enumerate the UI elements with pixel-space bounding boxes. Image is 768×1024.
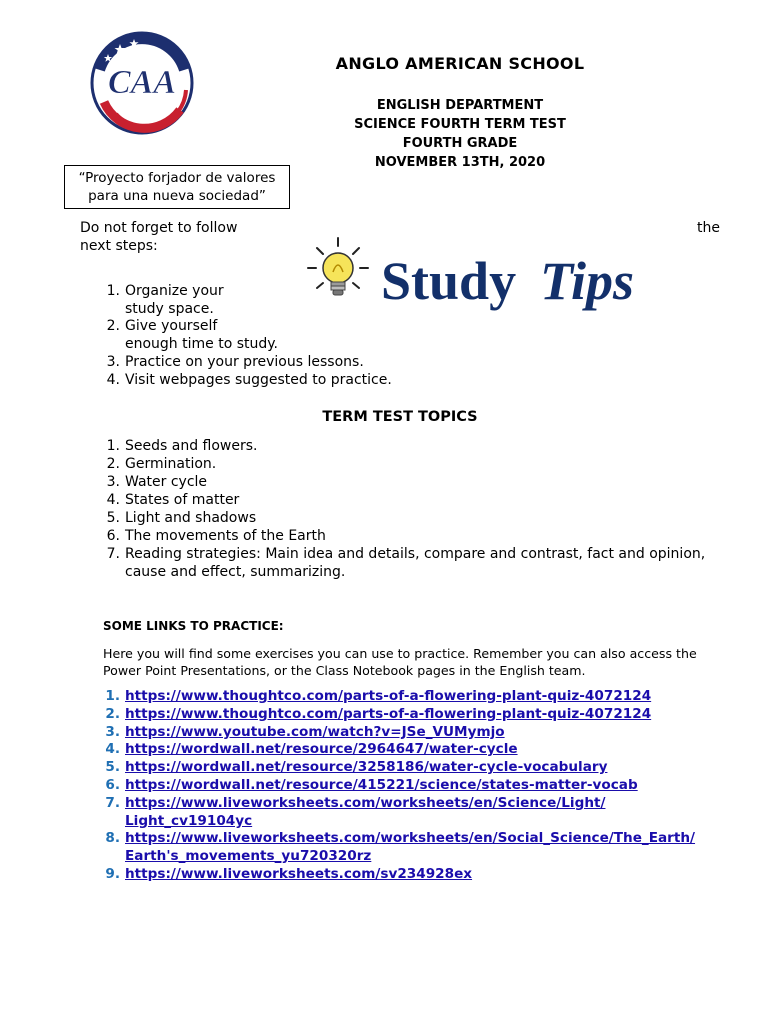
link-item-number: 8. — [105, 830, 120, 847]
link-item[interactable] — [80, 759, 760, 777]
link-item[interactable] — [80, 688, 760, 706]
topic-item-line: Reading strategies: Main idea and details, compare and contrast, fact and opinion, — [125, 546, 706, 562]
step-item-line: study space. — [125, 300, 214, 317]
school-name: ANGLO AMERICAN SCHOOL — [335, 54, 585, 73]
link-item[interactable] — [80, 706, 760, 724]
topic-item-number: 1. — [106, 438, 120, 454]
intro-right: the — [697, 220, 720, 236]
topic-item — [80, 437, 720, 455]
practice-link[interactable] — [125, 706, 651, 722]
topic-item-line: Light and shadows — [125, 510, 257, 526]
step-item-line: enough time to study. — [125, 336, 279, 353]
link-item[interactable] — [80, 866, 760, 884]
topic-item-number: 4. — [106, 492, 120, 508]
link-item-line: Light_cv19104yc — [125, 812, 253, 829]
topic-item-text — [125, 438, 257, 454]
practice-link[interactable] — [125, 795, 605, 829]
link-item-line: https://www.liveworksheets.com/worksheets/en/Social_Science/The_Earth/ — [125, 830, 696, 847]
step-item — [80, 318, 420, 353]
topics-list — [80, 437, 720, 581]
link-item-line: https://www.liveworksheets.com/sv234928ex — [125, 865, 473, 882]
link-item-line: https://wordwall.net/resource/3258186/water-cycle-vocabulary — [125, 759, 608, 776]
topic-item-text — [125, 528, 326, 544]
topic-item — [80, 545, 720, 581]
step-item — [80, 354, 420, 372]
topic-item — [80, 491, 720, 509]
link-item[interactable] — [80, 830, 760, 866]
step-item-number: 1. — [106, 283, 120, 299]
step-item-line: Visit webpages suggested to practice. — [125, 371, 392, 388]
link-item-line: https://wordwall.net/resource/415221/science/states-matter-vocab — [125, 776, 638, 793]
motto-line: para una nueva sociedad” — [88, 188, 266, 204]
links-intro — [103, 645, 703, 679]
step-item-line: Practice on your previous lessons. — [125, 353, 364, 370]
step-item-text — [125, 283, 224, 317]
motto-box — [64, 165, 290, 209]
link-item-number: 6. — [105, 776, 120, 793]
step-item — [80, 283, 420, 318]
link-item-number: 3. — [105, 723, 120, 740]
topic-item-text — [125, 510, 256, 526]
motto-line: “Proyecto forjador de valores — [78, 170, 276, 186]
topic-item-text — [125, 474, 207, 490]
intro-line — [80, 219, 720, 237]
link-item[interactable] — [80, 777, 760, 795]
links-list — [80, 688, 760, 884]
step-item-line: Give yourself — [125, 318, 218, 335]
steps-list — [80, 283, 420, 389]
practice-link[interactable] — [125, 741, 518, 757]
link-item[interactable] — [80, 741, 760, 759]
link-item[interactable] — [80, 724, 760, 742]
link-item-number: 7. — [105, 794, 120, 811]
topic-item-number: 2. — [106, 456, 120, 472]
topic-item — [80, 473, 720, 491]
practice-link[interactable] — [125, 759, 607, 775]
link-item-line: https://www.liveworksheets.com/worksheets/en/Science/Light/ — [125, 794, 606, 811]
topic-item-text — [125, 546, 705, 580]
step-item-line: Organize your — [125, 283, 224, 299]
link-item-number: 1. — [105, 688, 120, 704]
study-word: Study — [381, 251, 517, 311]
link-item-number: 2. — [105, 705, 120, 722]
step-item-text — [125, 372, 392, 388]
link-item-number: 4. — [105, 741, 120, 758]
topics-title: TERM TEST TOPICS — [322, 409, 478, 425]
step-item-number: 2. — [106, 318, 120, 335]
topic-item-line: The movements of the Earth — [125, 528, 326, 544]
logo-text: CAA — [107, 64, 177, 101]
link-item[interactable] — [80, 795, 760, 831]
links-intro-line: Power Point Presentations, or the Class Notebook pages in the English team. — [103, 663, 586, 678]
link-item-line: https://www.youtube.com/watch?v=JSe_VUMymjo — [125, 723, 505, 740]
tips-word: Tips — [540, 251, 634, 311]
link-item-line: https://www.thoughtco.com/parts-of-a-flowering-plant-quiz-4072124 — [125, 705, 652, 722]
step-item — [80, 372, 420, 390]
practice-link[interactable] — [125, 866, 472, 882]
topic-item-number: 3. — [106, 474, 120, 490]
link-item-number: 5. — [105, 759, 120, 776]
step-item-number: 3. — [106, 353, 120, 370]
intro-line-2: next steps: — [80, 238, 158, 254]
intro-left: Do not forget to follow — [80, 220, 238, 236]
topic-item-number: 5. — [106, 510, 120, 526]
step-item-number: 4. — [106, 371, 120, 388]
topic-item — [80, 527, 720, 545]
link-item-line: https://www.thoughtco.com/parts-of-a-flowering-plant-quiz-4072124 — [125, 688, 652, 704]
grade-title: FOURTH GRADE — [402, 136, 518, 151]
topic-item-text — [125, 456, 216, 472]
link-item-line: https://wordwall.net/resource/2964647/water-cycle — [125, 741, 518, 758]
header-block — [250, 96, 670, 172]
link-item-number: 9. — [105, 865, 120, 882]
link-item-line: Earth's_movements_yu720320rz — [125, 848, 372, 865]
test-date: NOVEMBER 13TH, 2020 — [374, 155, 546, 170]
step-item-text — [125, 318, 278, 352]
topic-item — [80, 455, 720, 473]
topic-item-number: 7. — [106, 546, 120, 562]
test-title: SCIENCE FOURTH TERM TEST — [354, 117, 566, 132]
practice-link[interactable] — [125, 777, 638, 793]
topic-item-line: Germination. — [125, 456, 217, 472]
topic-item — [80, 509, 720, 527]
topic-item-line: Seeds and flowers. — [125, 438, 258, 454]
topic-item-line: States of matter — [125, 492, 240, 508]
practice-link[interactable] — [125, 724, 505, 740]
topic-item-line: cause and effect, summarizing. — [125, 564, 346, 580]
topic-item-line: Water cycle — [125, 474, 208, 490]
school-logo — [86, 30, 198, 136]
topic-item-text — [125, 492, 239, 508]
links-title: SOME LINKS TO PRACTICE: — [103, 619, 284, 633]
step-item-text — [125, 354, 364, 370]
links-intro-line: Here you will find some exercises you can use to practice. Remember you can also access the — [103, 646, 697, 661]
practice-link[interactable] — [125, 688, 651, 704]
practice-link[interactable] — [125, 830, 695, 864]
topic-item-number: 6. — [106, 528, 120, 544]
department-title: ENGLISH DEPARTMENT — [376, 98, 544, 113]
